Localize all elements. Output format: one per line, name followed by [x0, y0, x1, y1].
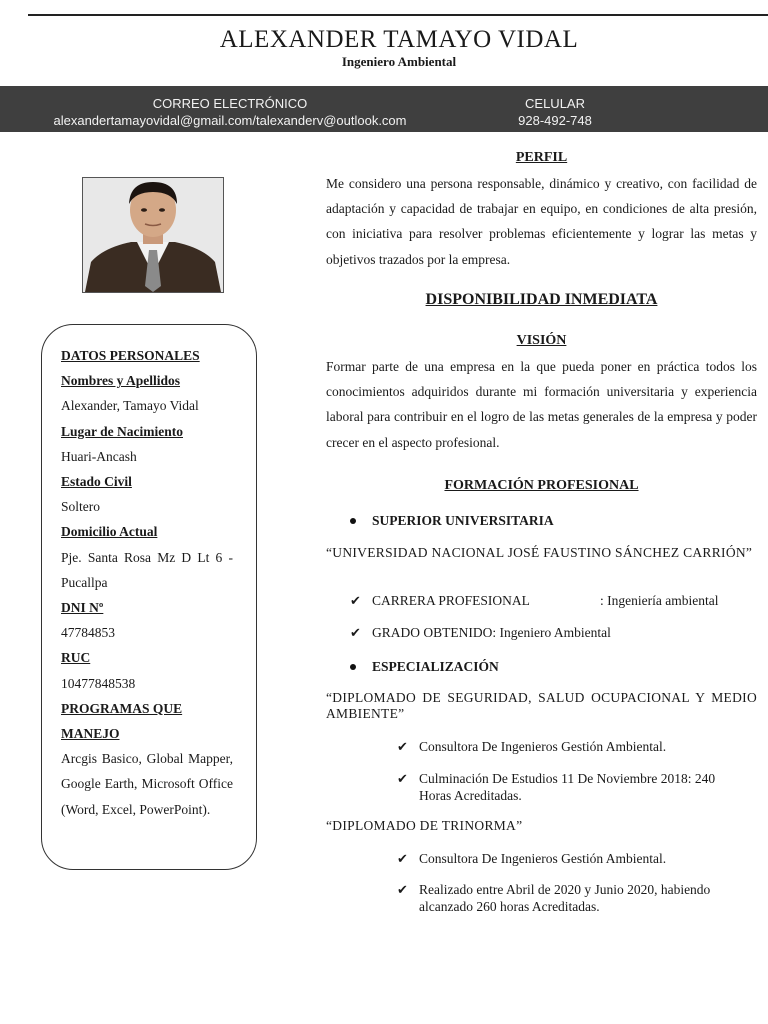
diploma-1-item-1: [397, 738, 754, 755]
email-label: CORREO ELECTRÓNICO: [152, 96, 308, 111]
degree-text: GRADO OBTENIDO: Ingeniero Ambiental: [372, 625, 611, 640]
email-block: [20, 95, 440, 129]
vision-text: Formar parte de una empresa en la que pueda poner en práctica todos los conocimientos adquiridos durante mi formación universitaria y experiencia laboral para contribuir en el logro de las metas generales de la empresa y poder crecer en el aspecto profesional.: [326, 359, 757, 450]
bullet-icon: [350, 518, 356, 524]
checkmark-icon: ✔: [350, 593, 361, 608]
programs-label: PROGRAMAS QUE MANEJO: [61, 700, 183, 742]
profile-title: PERFIL: [515, 150, 568, 165]
dni-value: 47784853: [61, 625, 115, 641]
diploma-2-item-1-text: Consultora De Ingenieros Gestión Ambiental.: [419, 851, 667, 866]
programs-value: Arcgis Basico, Global Mapper, Google Earth, Microsoft Office (Word, Excel, PowerPoint).: [61, 751, 233, 817]
diploma-1-item-2-text: Culminación De Estudios 11 De Noviembre 2018: 240 Horas Acreditadas.: [419, 771, 716, 803]
career-item: [350, 592, 762, 609]
civil-status-value: Soltero: [61, 499, 100, 515]
career-label: CARRERA PROFESIONAL: [372, 593, 530, 608]
civil-status-label: Estado Civil: [61, 474, 132, 490]
profile-photo: [82, 177, 224, 293]
candidate-role: Ingeniero Ambiental: [341, 54, 457, 69]
dni-label: DNI Nº: [61, 600, 104, 616]
birthplace-value: Huari-Ancash: [61, 448, 137, 464]
diploma-1-item-1-text: Consultora De Ingenieros Gestión Ambiental.: [419, 739, 667, 754]
specialization-heading-label: ESPECIALIZACIÓN: [372, 659, 499, 674]
checkmark-icon: ✔: [397, 851, 408, 866]
vision-title: VISIÓN: [516, 333, 567, 348]
names-label: Nombres y Apellidos: [61, 373, 181, 389]
checkmark-icon: ✔: [397, 882, 408, 897]
address-value: Pje. Santa Rosa Mz D Lt 6 - Pucallpa: [61, 549, 233, 590]
availability-title: DISPONIBILIDAD INMEDIATA: [425, 291, 658, 308]
phone-block: [470, 95, 640, 129]
checkmark-icon: ✔: [397, 739, 408, 754]
degree-item: [350, 624, 752, 641]
specialization-heading: [372, 659, 499, 675]
names-value: Alexander, Tamayo Vidal: [61, 398, 199, 414]
ruc-label: RUC: [61, 650, 91, 666]
profile-text: Me considero una persona responsable, dinámico y creativo, con facilidad de adaptación y capacidad de trabajar en equipo, en condiciones de alta presión, con iniciativa para resolver problemas eficientemente y lograr las metas y objetivos trazados por la empresa.: [326, 176, 757, 267]
address-label: Domicilio Actual: [61, 524, 158, 540]
diploma-2-title: “DIPLOMADO DE TRINORMA”: [326, 818, 523, 833]
superior-heading-label: SUPERIOR UNIVERSITARIA: [372, 513, 554, 528]
diploma-2-item-1: [397, 850, 754, 867]
superior-heading: [372, 513, 554, 529]
portrait-icon: [83, 178, 223, 292]
diploma-2-item-2-text: Realizado entre Abril de 2020 y Junio 2020, habiendo alcanzado 260 horas Acreditadas.: [419, 882, 711, 914]
checkmark-icon: ✔: [397, 771, 408, 786]
university-name: “UNIVERSIDAD NACIONAL JOSÉ FAUSTINO SÁNCHEZ CARRIÓN”: [326, 545, 753, 560]
career-value: : Ingeniería ambiental: [600, 593, 719, 608]
top-rule: [28, 14, 768, 16]
birthplace-label: Lugar de Nacimiento: [61, 423, 183, 439]
candidate-name: ALEXANDER TAMAYO VIDAL: [219, 26, 579, 53]
ruc-value: 10477848538: [61, 675, 136, 691]
phone-value: 928-492-748: [518, 113, 592, 128]
diploma-1-item-2: [397, 770, 739, 804]
checkmark-icon: ✔: [350, 625, 361, 640]
contact-bar: [0, 86, 768, 132]
personal-data-title: DATOS PERSONALES: [61, 348, 200, 363]
phone-label: CELULAR: [525, 96, 585, 111]
diploma-1-title: “DIPLOMADO DE SEGURIDAD, SALUD OCUPACIONAL Y MEDIO AMBIENTE”: [326, 690, 757, 721]
bullet-icon: [350, 664, 356, 670]
diploma-2-item-2: [397, 881, 757, 915]
education-title: FORMACIÓN PROFESIONAL: [444, 478, 639, 493]
email-value: alexandertamayovidal@gmail.com/talexanderv@outlook.com: [53, 113, 407, 128]
personal-data: [61, 343, 233, 822]
